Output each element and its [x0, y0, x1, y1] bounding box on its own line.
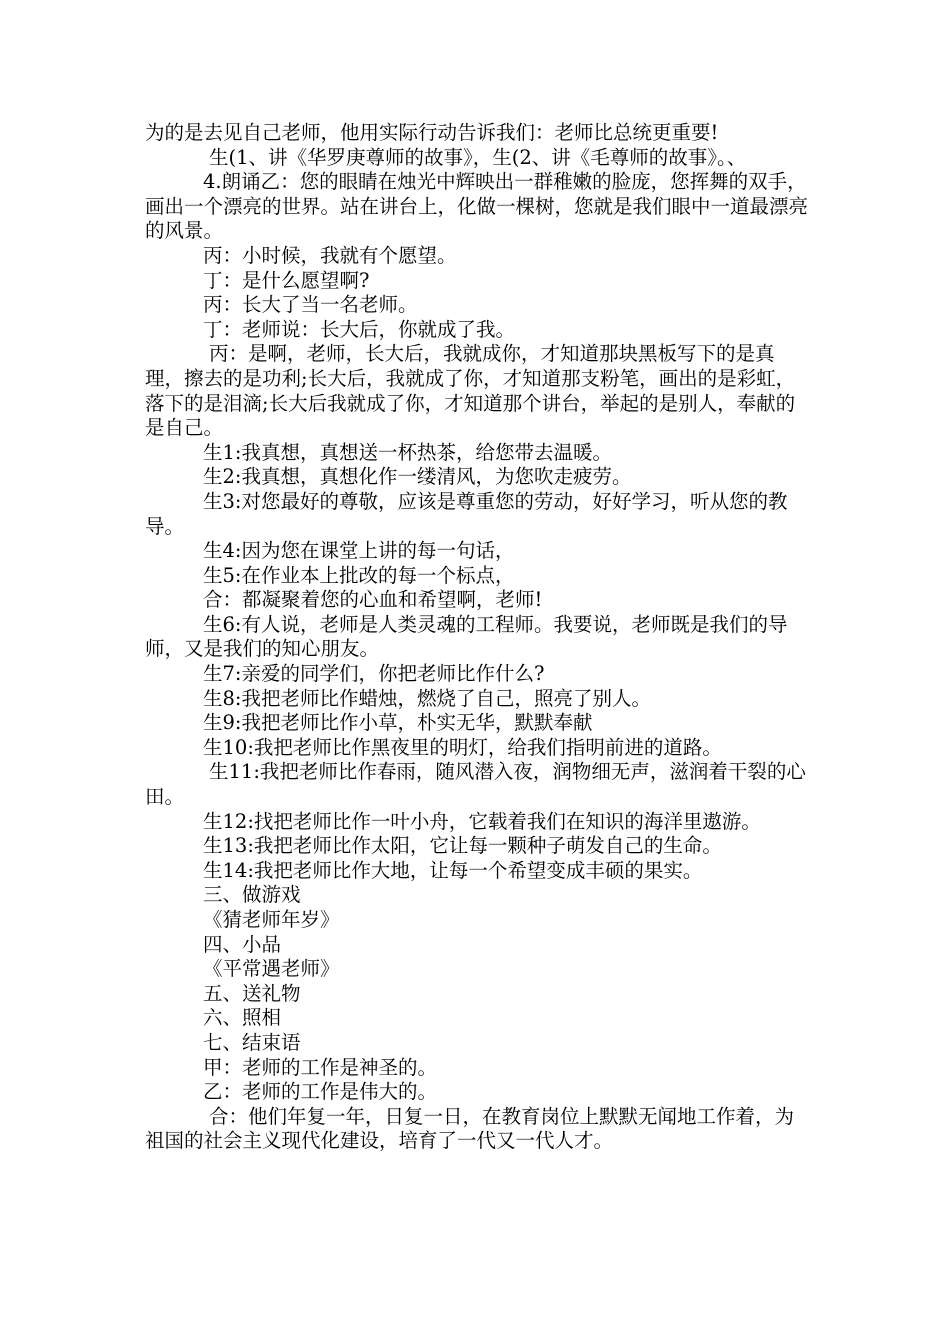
paragraph: 生11:我把老师比作春雨，随风潜入夜，润物细无声，滋润着干裂的心田。: [145, 760, 806, 809]
paragraph: 4.朗诵乙：您的眼睛在烛光中辉映出一群稚嫩的脸庞，您挥舞的双手，画出一个漂亮的世界。站在讲台上，化做一棵树，您就是我们眼中一道最漂亮的风景。: [145, 170, 809, 243]
paragraph: 生4:因为您在课堂上讲的每一句话，: [203, 539, 515, 563]
paragraph: 生10:我把老师比作黑夜里的明灯，给我们指明前进的道路。: [203, 735, 722, 759]
paragraph: 七、结束语: [203, 1030, 301, 1054]
paragraph: 合：他们年复一年，日复一日，在教育岗位上默默无闻地工作着，为祖国的社会主义现代化建设，培育了一代又一代人才。: [145, 1104, 795, 1153]
paragraph: 丙：长大了当一名老师。: [203, 293, 418, 317]
paragraph: 生12:找把老师比作一叶小舟，它载着我们在知识的海洋里遨游。: [203, 809, 761, 833]
paragraph: 生1:我真想，真想送一杯热茶，给您带去温暖。: [203, 440, 612, 464]
paragraph: 六、照相: [203, 1006, 282, 1030]
paragraph: 生7:亲爱的同学们，你把老师比作什么?: [203, 662, 545, 686]
paragraph: 三、做游戏: [203, 883, 301, 907]
paragraph: 生8:我把老师比作蜡烛，燃烧了自己，照亮了别人。: [203, 686, 651, 710]
paragraph: 四、小品: [203, 932, 282, 956]
paragraph: 《平常遇老师》: [203, 957, 340, 981]
paragraph: 丁：是什么愿望啊?: [203, 268, 370, 292]
paragraph: 乙：老师的工作是伟大的。: [203, 1080, 438, 1104]
paragraph: 合：都凝聚着您的心血和希望啊，老师!: [203, 588, 543, 612]
paragraph: 丙：小时候，我就有个愿望。: [203, 243, 457, 267]
document-body: [145, 121, 810, 1154]
paragraph: 生6:有人说，老师是人类灵魂的工程师。我要说，老师既是我们的导师，又是我们的知心朋友。: [145, 612, 788, 661]
paragraph: 甲：老师的工作是神圣的。: [203, 1055, 438, 1079]
paragraph: 生9:我把老师比作小草，朴实无华，默默奉献: [203, 711, 593, 735]
paragraph: 生3:对您最好的尊敬，应该是尊重您的劳动，好好学习，听从您的教导。: [145, 489, 788, 538]
paragraph: 五、送礼物: [203, 981, 301, 1005]
paragraph: 生2:我真想，真想化作一缕清风，为您吹走疲劳。: [203, 465, 632, 489]
paragraph: 生5:在作业本上批改的每一个标点，: [203, 563, 515, 587]
paragraph: 丙：是啊，老师，长大后，我就成你，才知道那块黑板写下的是真理，擦去的是功利;长大后，我就成了你，才知道那支粉笔，画出的是彩虹，落下的是泪滴;长大后我就成了你，才知道那个讲台，举起的是别人，奉献的是自己。: [145, 342, 796, 440]
paragraph: 生(1、讲《华罗庚尊师的故事》，生(2、讲《毛尊师的故事》。、: [209, 145, 747, 169]
paragraph: 丁：老师说：长大后，你就成了我。: [203, 317, 516, 341]
paragraph: 《猜老师年岁》: [203, 908, 340, 931]
paragraph: 生14:我把老师比作大地，让每一个希望变成丰硕的果实。: [203, 858, 703, 882]
paragraph: 生13:我把老师比作太阳，它让每一颗种子萌发自己的生命。: [203, 834, 722, 858]
paragraph: 为的是去见自己老师，他用实际行动告诉我们：老师比总统更重要!: [145, 121, 719, 144]
